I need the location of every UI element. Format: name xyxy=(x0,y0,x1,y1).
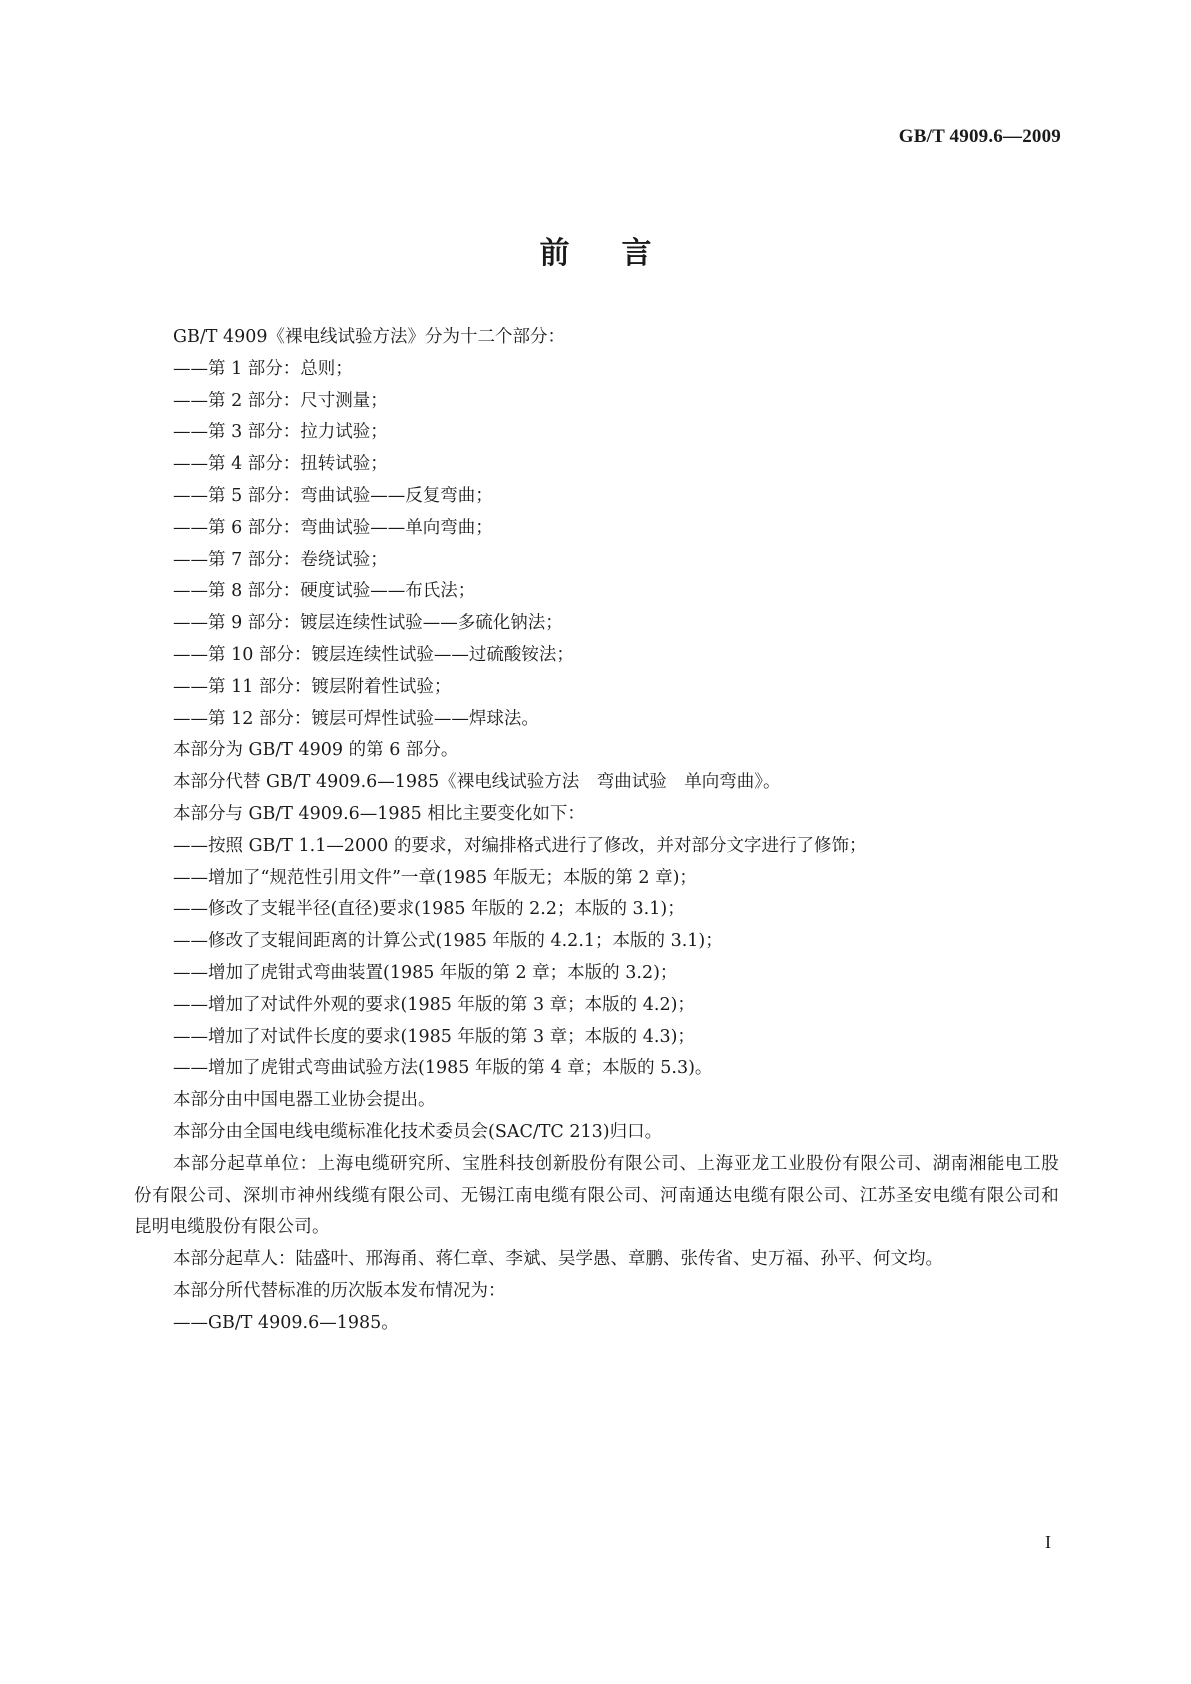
list-item: ——第 10 部分：镀层连续性试验——过硫酸铵法； xyxy=(173,644,574,665)
this-part-statement: 本部分为 GB/T 4909 的第 6 部分。 xyxy=(173,740,459,761)
list-item: ——增加了对试件长度的要求(1985 年版的第 3 章；本版的 4.3)； xyxy=(173,1026,695,1047)
list-item: ——第 7 部分：卷绕试验； xyxy=(173,549,388,570)
list-item: ——第 5 部分：弯曲试验——反复弯曲； xyxy=(173,485,493,506)
list-item: ——第 9 部分：镀层连续性试验——多硫化钠法； xyxy=(173,613,563,634)
changes-list xyxy=(134,831,1059,1085)
list-item: ——第 1 部分：总则； xyxy=(173,358,353,379)
list-item: ——按照 GB/T 1.1—2000 的要求，对编排格式进行了修改，并对部分文字进行了修饰； xyxy=(173,835,867,856)
list-item: ——增加了对试件外观的要求(1985 年版的第 3 章；本版的 4.2)； xyxy=(173,994,695,1015)
list-item: ——增加了“规范性引用文件”一章(1985 年版无；本版的第 2 章)； xyxy=(173,867,697,888)
drafting-units-paragraph: 本部分起草单位：上海电缆研究所、宝胜科技创新股份有限公司、上海亚龙工业股份有限公司、湖南湘能电工股份有限公司、深圳市神州线缆有限公司、无锡江南电缆有限公司、河南通达电缆有限公司、江苏圣安电缆有限公司和昆明电缆股份有限公司。 xyxy=(134,1153,1059,1238)
list-item: ——第 12 部分：镀层可焊性试验——焊球法。 xyxy=(173,708,539,729)
foreword-body xyxy=(134,322,1059,1340)
standard-code: GB/T 4909.6—2009 xyxy=(898,126,1061,147)
page-number: I xyxy=(1045,1532,1051,1552)
list-item: ——修改了支辊半径(直径)要求(1985 年版的 2.2；本版的 3.1)； xyxy=(173,899,685,920)
managed-by-statement: 本部分由全国电线电缆标准化技术委员会(SAC/TC 213)归口。 xyxy=(173,1121,663,1142)
list-item: ——第 4 部分：扭转试验； xyxy=(173,454,388,475)
list-item: ——第 3 部分：拉力试验； xyxy=(173,422,388,443)
intro-line: GB/T 4909《裸电线试验方法》分为十二个部分： xyxy=(173,327,566,347)
list-item: ——增加了虎钳式弯曲试验方法(1985 年版的第 4 章；本版的 5.3)。 xyxy=(173,1058,713,1079)
list-item: ——第 8 部分：硬度试验——布氏法； xyxy=(173,581,476,602)
history-item: ——GB/T 4909.6—1985。 xyxy=(173,1312,399,1333)
parts-list xyxy=(134,354,1059,736)
list-item: ——第 11 部分：镀层附着性试验； xyxy=(173,676,452,697)
list-item: ——增加了虎钳式弯曲装置(1985 年版的第 2 章；本版的 3.2)； xyxy=(173,962,678,983)
list-item: ——修改了支辊间距离的计算公式(1985 年版的 4.2.1；本版的 3.1)； xyxy=(173,931,723,952)
drafters-statement: 本部分起草人：陆盛叶、邢海甬、蒋仁章、李斌、吴学愚、章鹏、张传省、史万福、孙平、何文均。 xyxy=(173,1249,943,1270)
list-item: ——第 2 部分：尺寸测量； xyxy=(173,390,388,411)
history-intro: 本部分所代替标准的历次版本发布情况为： xyxy=(173,1280,506,1301)
replaces-statement: 本部分代替 GB/T 4909.6—1985《裸电线试验方法 弯曲试验 单向弯曲》。 xyxy=(173,772,781,793)
page-title: 前言 xyxy=(539,236,704,271)
proposed-by-statement: 本部分由中国电器工业协会提出。 xyxy=(173,1090,436,1111)
list-item: ——第 6 部分：弯曲试验——单向弯曲； xyxy=(173,517,493,538)
changes-intro: 本部分与 GB/T 4909.6—1985 相比主要变化如下： xyxy=(173,803,585,824)
